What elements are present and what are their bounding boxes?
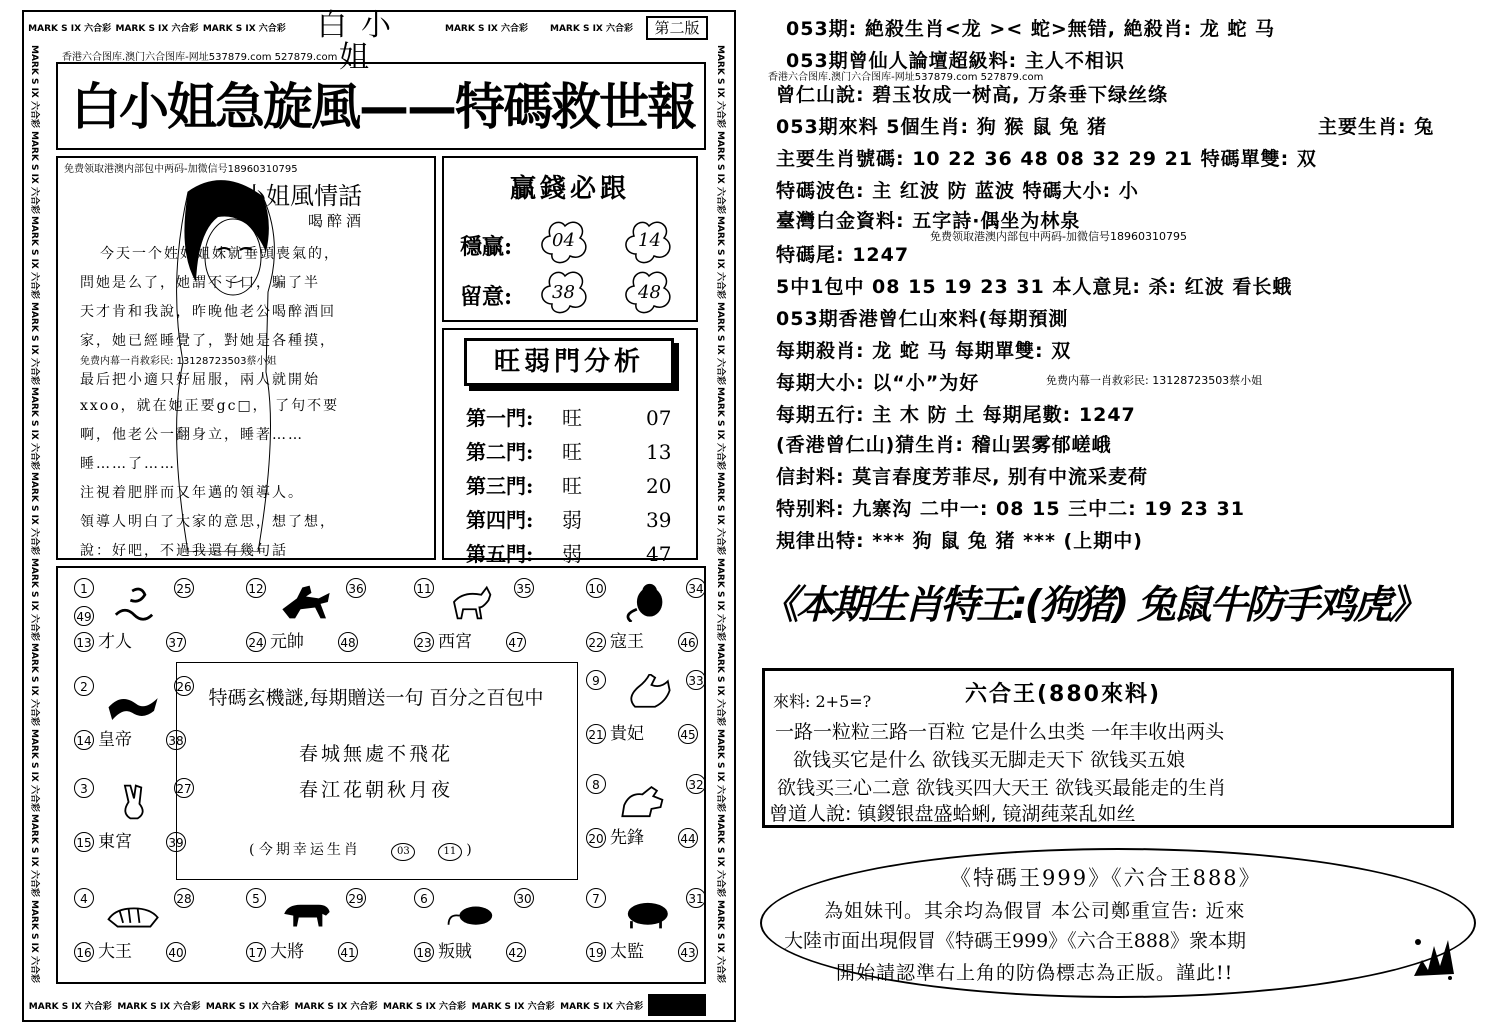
- riddle-line-1: 春城無處不飛花: [298, 743, 453, 765]
- story-line: 說：好吧，不過我還有幾句話: [80, 543, 288, 559]
- info-line-10: 053期香港曾仁山來料(每期預測: [776, 308, 1069, 330]
- door-row: 第四門: 弱 39: [466, 508, 672, 532]
- story-line: 家，她已經睡覺了，對她是各種摸，: [80, 333, 336, 349]
- win-row-label: 留意:: [460, 284, 513, 310]
- zodiac-number: 8: [586, 774, 606, 794]
- pig-icon: [616, 892, 676, 932]
- win-num: 38: [552, 282, 575, 303]
- zodiac-number: 6: [414, 888, 434, 908]
- headline: 白小姐急旋風——特碼救世報: [71, 78, 695, 136]
- story-line: 睡……了……: [80, 456, 176, 472]
- anti-counterfeit-mark-icon: [1408, 930, 1460, 982]
- zodiac-number: 16: [74, 942, 94, 962]
- win-num: 48: [638, 282, 661, 303]
- zodiac-title: 才人: [98, 632, 132, 652]
- zodiac-number: 5: [246, 888, 266, 908]
- story-box: [56, 156, 436, 560]
- zodiac-number: 12: [246, 578, 266, 598]
- liuhe-line-1: 一路一粒粒三路一百粒 它是什么虫类 一年丰收出两头: [775, 721, 1225, 743]
- zodiac-title: 元帥: [270, 632, 304, 652]
- story-line: 注視着肥胖而又年邁的領導人。: [80, 485, 304, 501]
- notice-line-1: 《特碼王999》《六合王888》: [950, 866, 1262, 890]
- monkey-icon: [616, 582, 676, 622]
- info-line-2: 053期曾仙人論壇超級料: 主人不相识: [786, 50, 1125, 72]
- win-title: 贏錢必跟: [509, 174, 630, 204]
- analysis-title-box: [464, 338, 674, 386]
- left-brand-strip: MARK S IX 六合彩 MARK S IX 六合彩 MARK S IX 六合彩 MARK S IX 六合彩 MARK S IX 六合彩 MARK S IX 六合彩 MARK S IX 六合彩 MARK S IX 六合彩 MARK S IX 六合彩 MARK S IX 六合彩 MARK S IX 六合彩: [28, 45, 39, 983]
- story-title: 白小姐風情話: [218, 182, 362, 210]
- zodiac-title: 大將: [270, 942, 304, 962]
- zodiac-cell-snake: [74, 578, 194, 652]
- watermark-left: 香港六合图库.澳门六合图库-网址537879.com 527879.com: [62, 52, 338, 63]
- zodiac-number: 3: [74, 778, 94, 798]
- win-num: 14: [638, 230, 661, 251]
- liuhe-line-4: 曾道人說: 镇鍐银盘盛蛤蜊, 镜湖莼菜乱如丝: [769, 803, 1136, 825]
- zodiac-cell-goat: [414, 578, 534, 652]
- zodiac-title: 西宮: [438, 632, 472, 652]
- zodiac-number: 21: [586, 724, 606, 744]
- zodiac-number: 47: [506, 632, 526, 652]
- zodiac-number: 49: [74, 606, 94, 626]
- zodiac-number: 24: [246, 632, 266, 652]
- dog-icon: [616, 778, 676, 818]
- info-line-11: 每期殺肖: 龙 蛇 马 每期單雙: 双: [776, 340, 1072, 362]
- zodiac-number: 2: [74, 676, 94, 696]
- story-line: 問她是么了，她謂不了口，騙了半: [80, 275, 320, 291]
- zodiac-number: 44: [678, 828, 698, 848]
- big-banner: 《本期生肖特王:(狗猪) 兔鼠牛防手鸡虎》: [760, 583, 1425, 628]
- win-num: 04: [552, 230, 575, 251]
- door-row: 第五門: 弱 47: [466, 542, 672, 566]
- brand-tag: MARK S IX 六合彩: [202, 23, 286, 34]
- zodiac-number: 33: [686, 670, 706, 690]
- rat-icon: [444, 892, 504, 932]
- zodiac-title: 大王: [98, 942, 132, 962]
- info-line-9: 5中1包中 08 15 19 23 31 本人意見: 杀: 红波 看长蛾: [776, 276, 1293, 298]
- zodiac-number: 4: [74, 888, 94, 908]
- info-line-13: 每期五行: 主 木 防 土 每期尾數: 1247: [776, 404, 1136, 426]
- zodiac-cell-rooster: [586, 670, 706, 744]
- zodiac-number: 42: [506, 942, 526, 962]
- win-box: [442, 156, 698, 322]
- rooster-icon: [616, 674, 676, 714]
- zodiac-number: 31: [686, 888, 706, 908]
- zodiac-number: 28: [174, 888, 194, 908]
- right-ad-2: 免费内幕一肖救彩民: 13128723503蔡小姐: [1046, 374, 1263, 387]
- zodiac-title: 叛賊: [438, 942, 472, 962]
- zodiac-number: 38: [166, 730, 186, 750]
- zodiac-number: 37: [166, 632, 186, 652]
- zodiac-number: 17: [246, 942, 266, 962]
- dragon-icon: [104, 680, 164, 720]
- snake-icon: [104, 582, 164, 622]
- zodiac-cell-pig: [586, 888, 706, 962]
- top-brand-strip-2: [434, 14, 644, 40]
- zodiac-number: 39: [166, 832, 186, 852]
- story-line: 最后把小適只好屈服，兩人就開始: [80, 372, 320, 388]
- zodiac-number: 14: [74, 730, 94, 750]
- story-subtitle: 喝醉酒: [308, 212, 366, 230]
- door-row: 第二門: 旺 13: [466, 440, 672, 464]
- tiger-icon: [104, 892, 164, 932]
- liuhe-box: [762, 668, 1454, 828]
- liuhe-line-3: 欲钱买三心二意 欲钱买四大天王 欲钱买最能走的生肖: [777, 777, 1227, 799]
- zodiac-title: 太監: [610, 942, 644, 962]
- zodiac-number: 7: [586, 888, 606, 908]
- brand-tag: MARK S IX 六合彩: [445, 23, 528, 34]
- zodiac-number: 26: [174, 676, 194, 696]
- story-ad-2: 免费内幕一肖救彩民: 13128723503蔡小姐: [80, 356, 277, 367]
- info-line-4: 053期來料 5個生肖: 狗 猴 鼠 兔 猪: [776, 116, 1108, 138]
- lucky-label: 今期幸运生肖: [258, 842, 361, 858]
- liuhe-line-2: 欲钱买它是什么 欲钱买无脚走天下 欲钱买五娘: [793, 749, 1186, 771]
- zodiac-number: 11: [414, 578, 434, 598]
- zodiac-cell-dog: [586, 774, 706, 848]
- zodiac-number: 1: [74, 578, 94, 598]
- lucky-number: 03: [391, 843, 415, 861]
- story-line: 天才肯和我說，昨晚他老公喝醉酒回: [80, 304, 336, 320]
- zodiac-title: 貴妃: [610, 724, 644, 744]
- brand-tag: MARK S IX 六合彩: [550, 23, 633, 34]
- masthead: 白小姐: [317, 8, 405, 75]
- zodiac-number: 48: [338, 632, 358, 652]
- zodiac-number: 15: [74, 832, 94, 852]
- zodiac-number: 19: [586, 942, 606, 962]
- riddle-line-2: 春江花朝秋月夜: [298, 779, 453, 801]
- right-ad-1: 免费领取港澳内部包中两码-加微信号18960310795: [930, 230, 1187, 243]
- notice-line-4: 開始請認準右上角的防偽標志為正版。謹此!!: [836, 962, 1234, 984]
- zodiac-number: 25: [174, 578, 194, 598]
- zodiac-title: 皇帝: [98, 730, 132, 750]
- zodiac-number: 20: [586, 828, 606, 848]
- door-row: 第三門: 旺 20: [466, 474, 672, 498]
- win-row-label: 穩贏:: [460, 234, 513, 260]
- brand-tag: MARK S IX 六合彩: [115, 23, 199, 34]
- zodiac-title: 東宮: [98, 832, 132, 852]
- info-line-5: 主要生肖號碼: 10 22 36 48 08 32 29 21 特碼單雙: 双: [776, 148, 1317, 170]
- ox-icon: [276, 892, 336, 932]
- top-brand-strip: [26, 14, 288, 40]
- zodiac-number: 18: [414, 942, 434, 962]
- zodiac-number: 9: [586, 670, 606, 690]
- story-line: 今天一个姓好姐妹就垂頭喪氣的，: [100, 246, 340, 262]
- zodiac-number: 45: [678, 724, 698, 744]
- riddle-header: 特碼玄機謎,每期贈送一句 百分之百包中: [208, 687, 544, 709]
- zodiac-cell-tiger: [74, 888, 194, 962]
- info-line-3: 曾仁山說: 碧玉妆成一树高, 万条垂下绿丝绦: [776, 84, 1169, 106]
- info-line-16: 特别料: 九寨沟 二中一: 08 15 三中二: 19 23 31: [776, 498, 1245, 520]
- goat-icon: [444, 582, 504, 622]
- info-line-8: 特碼尾: 1247: [776, 244, 910, 266]
- story-body: [80, 240, 430, 566]
- info-line-12: 每期大小: 以“小”为好: [776, 372, 980, 394]
- edition-label: 第二版: [646, 16, 708, 40]
- zodiac-number: 34: [686, 578, 706, 598]
- zodiac-number: 46: [678, 632, 698, 652]
- liuhe-title: 六合王(880來料): [965, 682, 1162, 707]
- notice-line-3: 大陸市面出現假冒《特碼王999》《六合王888》衆本期: [784, 930, 1247, 952]
- zodiac-number: 40: [166, 942, 186, 962]
- info-line-1: 053期: 絶殺生肖<龙 >< 蛇>無错, 絶殺肖: 龙 蛇 马: [786, 18, 1276, 40]
- bottom-brand-strip: MARK S IX 六合彩 MARK S IX 六合彩 MARK S IX 六合彩 MARK S IX 六合彩 MARK S IX 六合彩 MARK S IX 六合彩 MARK S IX 六合彩: [28, 1001, 644, 1012]
- zodiac-cell-rat: [414, 888, 534, 962]
- story-ad: 免费领取港澳内部包中两码-加微信号18960310795: [64, 164, 298, 175]
- watermark-right: 香港六合图库.澳门六合图库-网址537879.com 527879.com: [768, 72, 1044, 83]
- zodiac-cell-monkey: [586, 578, 706, 652]
- zodiac-number: 29: [346, 888, 366, 908]
- headline-box: [56, 62, 706, 150]
- story-line: xxoo，就在她正要gc□， 了句不要: [80, 398, 340, 414]
- zodiac-title: 先鋒: [610, 828, 644, 848]
- main-zodiac: 主要生肖: 兔: [1318, 116, 1435, 138]
- lucky-row: ( 今期幸运生肖 03 11 ): [249, 839, 472, 861]
- brand-tag: MARK S IX 六合彩: [28, 23, 112, 34]
- info-line-14: (香港曾仁山)猜生肖: 稽山罢雾郁嵯峨: [776, 434, 1112, 456]
- zodiac-cell-horse: [246, 578, 366, 652]
- corner-black-block: [648, 994, 706, 1016]
- analysis-title: 旺弱門分析: [493, 347, 644, 377]
- story-line: 啊，他老公一翻身立，睡著……: [80, 427, 304, 443]
- info-line-17: 規律出特: *** 狗 鼠 兔 猪 *** (上期中): [776, 530, 1143, 552]
- zodiac-cell-ox: [246, 888, 366, 962]
- notice-line-2: 為姐妹刊。其余均為假冒 本公司鄭重宣告: 近來: [824, 900, 1246, 922]
- zodiac-number: 32: [686, 774, 706, 794]
- info-line-7: 臺灣白金資料: 五字詩·偶坐为林泉: [776, 210, 1081, 232]
- liuhe-line-0: 來料: 2+5=?: [773, 692, 872, 711]
- zodiac-title: 寇王: [610, 632, 644, 652]
- lucky-number: 11: [438, 843, 462, 861]
- zodiac-number: 23: [414, 632, 434, 652]
- right-brand-strip: MARK S IX 六合彩 MARK S IX 六合彩 MARK S IX 六合彩 MARK S IX 六合彩 MARK S IX 六合彩 MARK S IX 六合彩 MARK S IX 六合彩 MARK S IX 六合彩 MARK S IX 六合彩 MARK S IX 六合彩 MARK S IX 六合彩: [714, 45, 725, 983]
- zodiac-number: 43: [678, 942, 698, 962]
- door-row: 第一門: 旺 07: [466, 406, 672, 430]
- zodiac-number: 13: [74, 632, 94, 652]
- zodiac-number: 30: [514, 888, 534, 908]
- zodiac-number: 22: [586, 632, 606, 652]
- rabbit-icon: [104, 782, 164, 822]
- zodiac-number: 27: [174, 778, 194, 798]
- story-line: 領導人明白了大家的意思，想了想，: [80, 514, 336, 530]
- zodiac-number: 10: [586, 578, 606, 598]
- info-line-6: 特碼波色: 主 红波 防 蓝波 特碼大小: 小: [776, 180, 1139, 202]
- zodiac-number: 35: [514, 578, 534, 598]
- riddle-box: [176, 662, 578, 880]
- info-line-15: 信封料: 莫言春度芳菲尽, 别有中流采麦荷: [776, 466, 1149, 488]
- zodiac-number: 36: [346, 578, 366, 598]
- zodiac-number: 41: [338, 942, 358, 962]
- horse-icon: [276, 582, 336, 622]
